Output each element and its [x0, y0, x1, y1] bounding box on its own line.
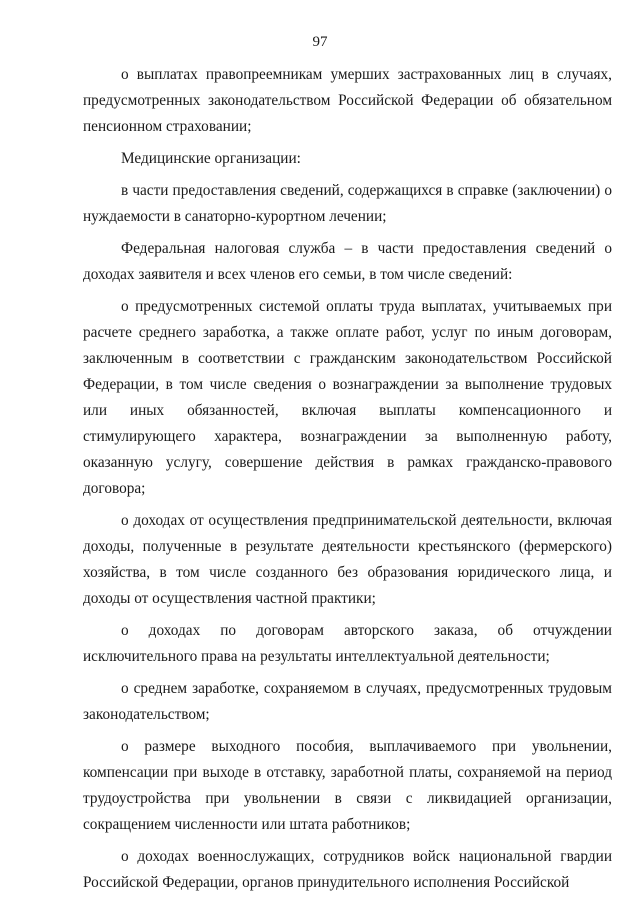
- paragraph-business-income: о доходах от осуществления предпринимательской деятельности, включая доходы, полученные в результате деятельности крестьянского (фермерского) хозяйства, в том числе созданного без образования юридического лица, и доходы от осуществления частной практики;: [83, 512, 612, 607]
- paragraph-tax-service: Федеральная налоговая служба – в части предоставления сведений о доходах заявителя и всех членов его семьи, в том числе сведений:: [83, 240, 612, 283]
- paragraph-military-income: о доходах военнослужащих, сотрудников войск национальной гвардии Российской Федерации, органов принудительного исполнения Российской: [83, 848, 612, 891]
- document-body: [83, 62, 612, 902]
- paragraph-copyright-income: о доходах по договорам авторского заказа, об отчуждении исключительного права на результаты интеллектуальной деятельности;: [83, 622, 612, 665]
- paragraph-salary-payments: о предусмотренных системой оплаты труда выплатах, учитываемых при расчете среднего заработка, а также оплате работ, услуг по иным договорам, заключенным в соответствии с гражданским законодательством Российской Федерации, в том числе сведения о вознаграждении за выполнение трудовых или иных обязанностей, включая выплаты компенсационного и стимулирующего характера, вознаграждении за выполненную работу, оказанную услугу, совершение действия в рамках гражданско-правового договора;: [83, 298, 612, 497]
- paragraph-average-earnings: о среднем заработке, сохраняемом в случаях, предусмотренных трудовым законодательством;: [83, 680, 612, 723]
- paragraph-pension-payments: о выплатах правопреемникам умерших застрахованных лиц в случаях, предусмотренных законодательством Российской Федерации об обязательном пенсионном страховании;: [83, 66, 612, 135]
- paragraph-sanatorium-certificate: в части предоставления сведений, содержащихся в справке (заключении) о нуждаемости в санаторно-курортном лечении;: [83, 182, 612, 225]
- paragraph-severance-pay: о размере выходного пособия, выплачиваемого при увольнении, компенсации при выходе в отставку, заработной платы, сохраняемой на период трудоустройства при увольнении в связи с ликвидацией организации, сокращением численности или штата работников;: [83, 738, 612, 833]
- paragraph-medical-organizations: Медицинские организации:: [121, 150, 301, 167]
- page-number: 97: [312, 34, 328, 50]
